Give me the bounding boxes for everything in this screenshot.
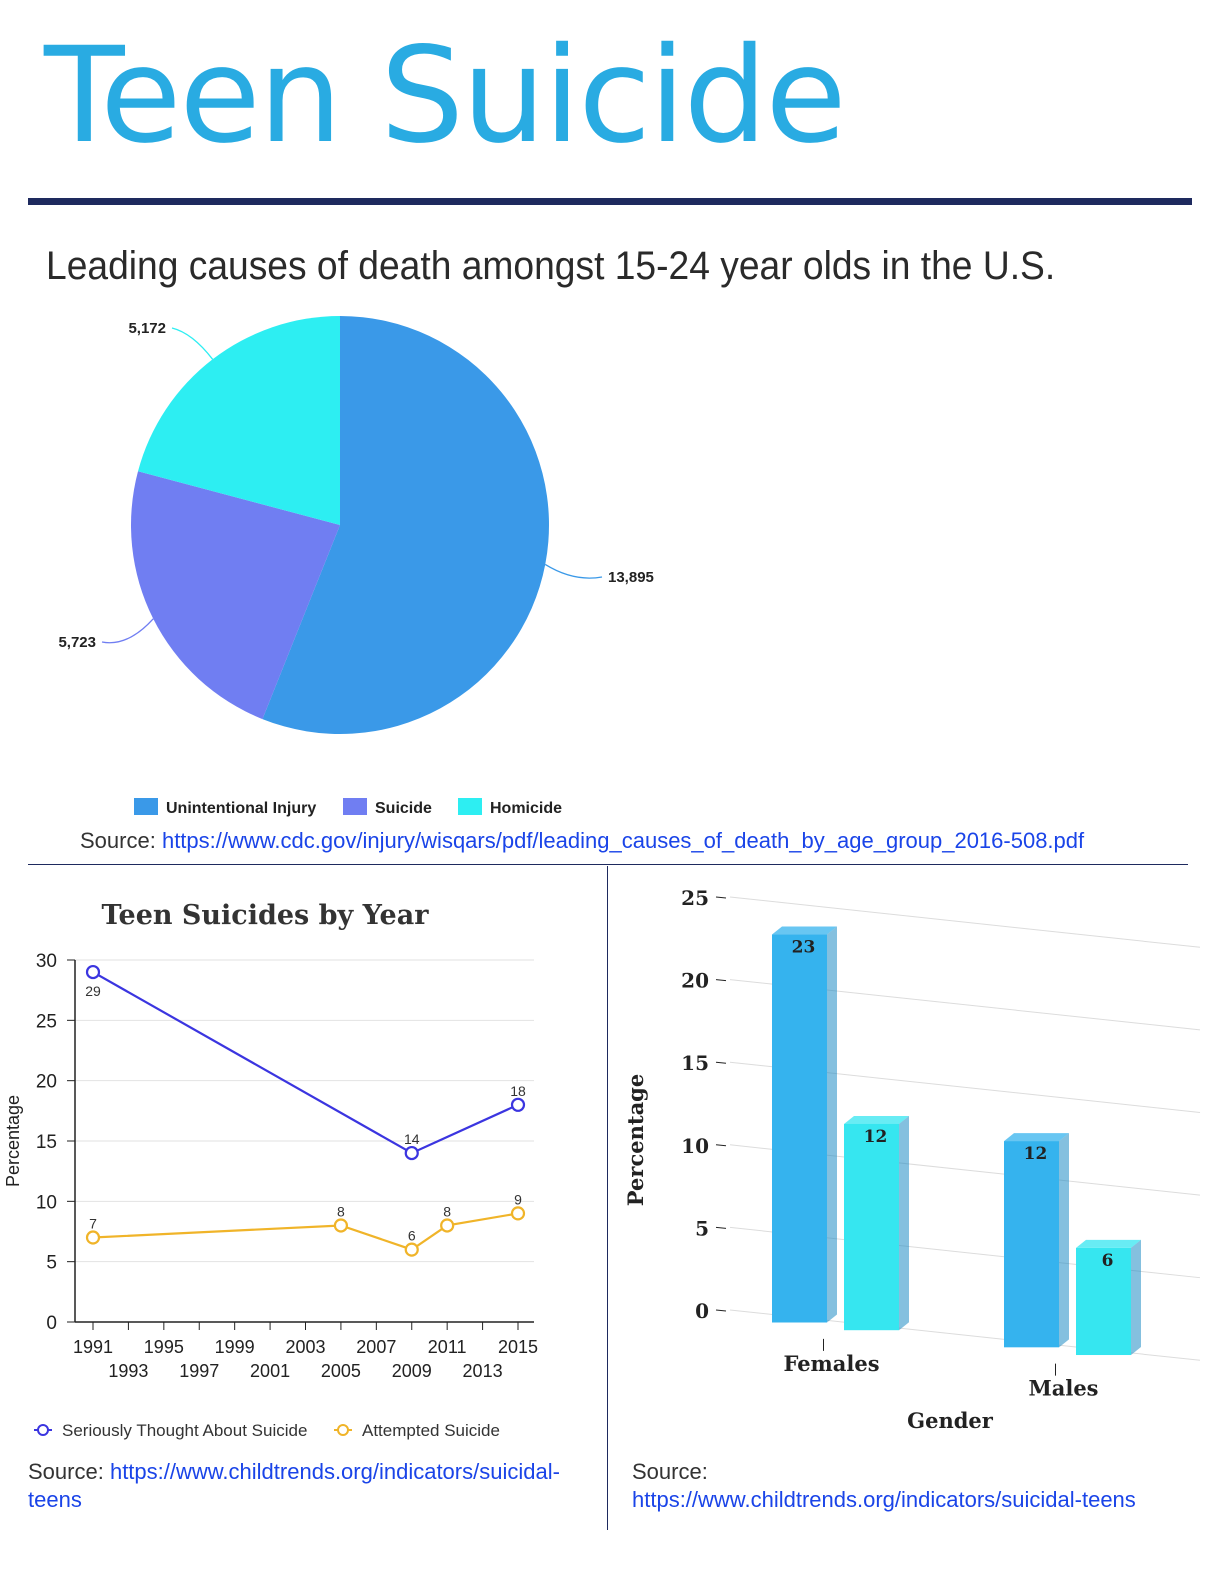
page-subtitle: Leading causes of death amongst 15-24 year olds in the U.S.	[46, 244, 1056, 288]
line-xtick-label: 2007	[356, 1337, 397, 1357]
bar-3d	[1004, 1133, 1069, 1347]
bar-ytick	[716, 980, 726, 981]
bar-ytick	[716, 1145, 726, 1146]
pie-legend-swatch	[458, 798, 482, 815]
bar-ytick-label: 5	[695, 1216, 709, 1241]
pie-data-label: 5,172	[128, 320, 166, 337]
line-point	[512, 1099, 524, 1111]
line-ytick-label: 0	[46, 1313, 57, 1334]
title-divider	[28, 198, 1192, 205]
pie-source-link[interactable]: https://www.cdc.gov/injury/wisqars/pdf/leading_causes_of_death_by_age_group_2016-508.pdf	[161, 828, 1085, 853]
line-xtick-label: 2001	[250, 1361, 291, 1381]
line-series-path	[93, 1213, 518, 1249]
bar-side	[899, 1116, 909, 1330]
line-y-axis-label: Percentage	[3, 1094, 23, 1188]
pie-legend-label: Unintentional Injury	[166, 800, 317, 817]
bar-ytick-label: 0	[695, 1299, 709, 1323]
column-divider	[607, 866, 608, 1530]
line-legend-marker	[338, 1425, 348, 1435]
pie-leader-line	[172, 328, 213, 359]
line-xtick-label: 2013	[462, 1361, 503, 1381]
bar-x-axis-label: Gender	[907, 1408, 993, 1433]
line-data-label: 8	[337, 1203, 345, 1220]
line-point	[406, 1244, 418, 1256]
bar-ytick-label: 15	[681, 1051, 709, 1076]
pie-data-label: 5,723	[58, 634, 96, 651]
line-data-label: 6	[407, 1227, 416, 1244]
line-point	[512, 1207, 524, 1219]
line-chart-title: Teen Suicides by Year	[101, 900, 429, 931]
pie-data-label: 13,895	[608, 569, 654, 586]
line-ytick-label: 10	[35, 1192, 57, 1214]
pie-legend-label: Suicide	[375, 800, 432, 817]
bar-ytick-label: 20	[681, 968, 709, 993]
line-data-label: 7	[89, 1215, 97, 1232]
line-data-label: 29	[85, 983, 101, 1000]
line-ytick-label: 5	[46, 1252, 57, 1274]
line-xtick-label: 1999	[214, 1337, 255, 1357]
line-legend-label: Seriously Thought About Suicide	[62, 1421, 308, 1440]
bar-y-axis-label: Percentage	[623, 1073, 648, 1207]
line-source-label: Source:	[28, 1459, 104, 1484]
pie-chart	[0, 300, 800, 830]
pie-leader-line	[545, 564, 602, 578]
line-ytick-label: 30	[35, 951, 57, 972]
bar-data-label: 12	[863, 1126, 888, 1147]
pie-legend-swatch	[343, 798, 367, 815]
page-title: Teen Suicide	[44, 19, 845, 173]
line-xtick-label: 2003	[285, 1337, 326, 1357]
bar-front	[772, 935, 827, 1323]
line-xtick-label: 1995	[143, 1337, 184, 1357]
line-legend-label: Attempted Suicide	[362, 1421, 500, 1440]
bar-source-link[interactable]: https://www.childtrends.org/indicators/suicidal-teens	[632, 1487, 1136, 1512]
line-point	[441, 1219, 453, 1231]
line-point	[335, 1219, 347, 1231]
bar-side	[1131, 1240, 1141, 1355]
pie-legend-label: Homicide	[490, 800, 563, 817]
bar-category-label: Females	[783, 1350, 880, 1376]
bar-data-label: 12	[1023, 1144, 1048, 1165]
line-xtick-label: 2009	[391, 1361, 432, 1381]
line-xtick-label: 2015	[497, 1337, 539, 1357]
bar-front	[844, 1124, 899, 1330]
line-ytick-label: 20	[35, 1071, 57, 1093]
bar-ytick	[716, 1062, 726, 1063]
bar-ytick	[716, 897, 726, 898]
bar-top	[772, 927, 837, 935]
line-xtick-label: 1991	[72, 1337, 114, 1357]
line-ytick-label: 25	[35, 1011, 57, 1033]
line-xtick-label: 1993	[108, 1361, 149, 1381]
pie-leader-line	[102, 619, 153, 643]
bar-side	[827, 927, 837, 1323]
pie-source-label: Source:	[80, 828, 156, 853]
pie-legend-swatch	[134, 798, 158, 815]
bar-front	[1004, 1141, 1059, 1347]
line-point	[87, 966, 99, 978]
bar-top	[1076, 1240, 1141, 1248]
bar-3d	[844, 1116, 909, 1330]
bar-category-label: Males	[1028, 1375, 1099, 1401]
bar-ytick	[716, 1227, 726, 1228]
line-data-label: 8	[443, 1203, 452, 1220]
line-point	[87, 1232, 99, 1244]
line-data-label: 14	[403, 1131, 420, 1148]
section-divider	[28, 864, 1188, 865]
bar-top	[1004, 1133, 1069, 1141]
bar-top	[844, 1116, 909, 1124]
line-xtick-label: 2011	[427, 1337, 467, 1357]
bar-3d	[772, 927, 837, 1323]
pie-source	[80, 828, 1084, 854]
line-xtick-label: 1997	[179, 1361, 220, 1381]
bar-data-label: 23	[791, 937, 816, 958]
bar-source-label: Source:	[632, 1459, 708, 1484]
line-data-label: 9	[514, 1191, 522, 1208]
bar-ytick-label: 10	[681, 1133, 709, 1158]
line-series-path	[93, 972, 518, 1153]
bar-ytick	[716, 1310, 726, 1311]
bar-data-label: 6	[1101, 1250, 1114, 1271]
line-source	[28, 1458, 598, 1514]
line-legend-marker	[38, 1425, 48, 1435]
line-xtick-label: 2005	[320, 1361, 361, 1381]
line-chart	[0, 870, 605, 1450]
bar-ytick-label: 25	[681, 886, 709, 910]
bar-side	[1059, 1133, 1069, 1347]
bar-source	[632, 1458, 1192, 1514]
line-source-link[interactable]: https://www.childtrends.org/indicators/suicidal-teens	[28, 1459, 560, 1512]
line-data-label: 18	[510, 1082, 526, 1099]
line-ytick-label: 15	[35, 1132, 57, 1153]
line-point	[406, 1147, 418, 1159]
bar-chart	[610, 870, 1230, 1450]
